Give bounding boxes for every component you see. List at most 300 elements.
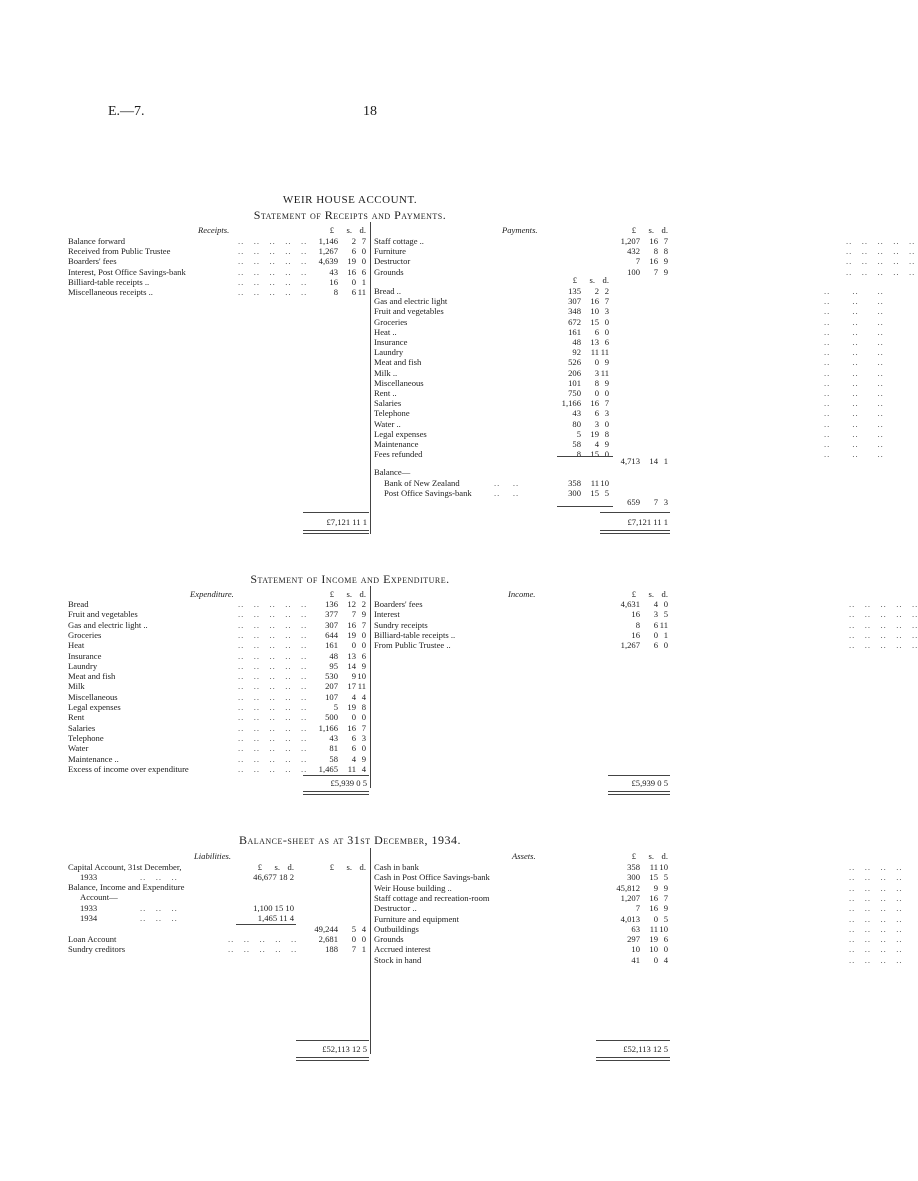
amount-d: 0 xyxy=(361,640,366,651)
amount-s: 0 xyxy=(653,913,658,924)
amount-l: 92 xyxy=(572,347,581,358)
column-divider xyxy=(370,586,371,788)
amount-l: 16 xyxy=(631,629,640,640)
amount-s: 4 xyxy=(653,599,658,609)
rule xyxy=(600,512,670,513)
rule xyxy=(596,1040,670,1041)
amount-l: 1,146 xyxy=(318,236,338,246)
amount-d: 7 xyxy=(361,722,366,733)
amount-s: 13 xyxy=(590,337,599,347)
amount-d: 9 xyxy=(604,439,609,449)
amount-d: 4 xyxy=(663,954,668,965)
amount-d: 9 xyxy=(663,266,668,277)
ledger-label: Fruit and vegetables xyxy=(68,609,138,620)
income-lsd-header: £ s. d. xyxy=(631,589,668,599)
amount-l: 43 xyxy=(329,732,338,743)
amount-s: 16 xyxy=(649,256,658,267)
amount-s: 6 xyxy=(594,326,599,337)
amount-l: 4,013 xyxy=(620,913,640,924)
ledger-label: Telephone xyxy=(374,408,410,419)
amount-d: 7 xyxy=(361,236,366,246)
ledger-label: Legal expenses xyxy=(374,428,427,439)
amount-d: 7 xyxy=(361,619,366,630)
income-expenditure-title: Statement of Income and Expenditure. xyxy=(250,572,450,586)
amount-s: 6 xyxy=(653,619,658,630)
double-rule xyxy=(596,1057,670,1061)
amount-s: 19 xyxy=(590,428,599,439)
amount-s: 19 xyxy=(649,934,658,945)
payments-heading: Payments. xyxy=(502,225,538,235)
leader-dots: .. .. .. .. .. xyxy=(238,691,308,702)
liabilities-total: £52,113 12 5 xyxy=(322,1044,367,1054)
page-number: 18 xyxy=(363,104,377,119)
amount-l: 348 xyxy=(568,306,581,317)
leader-dots: .. .. .. xyxy=(824,418,884,429)
ledger-label: Destructor .. xyxy=(374,903,417,914)
ledger-label: Water xyxy=(68,743,89,754)
amount-d: 0 xyxy=(361,246,366,257)
weir-account-title: WEIR HOUSE ACCOUNT. xyxy=(282,194,418,206)
ledger-label: Sundry creditors xyxy=(68,944,126,955)
amount-d: 0 xyxy=(361,629,366,640)
amount-l: 10 xyxy=(631,944,640,955)
assets-heading: Assets. xyxy=(512,851,536,861)
leader-dots: .. .. .. xyxy=(140,903,178,913)
amount-d: 5 xyxy=(604,488,609,499)
amount-d: 0 xyxy=(663,599,668,609)
amount-l: 48 xyxy=(329,650,338,661)
payments-detail-total: 4,713 14 1 xyxy=(620,456,668,466)
leader-dots: .. .. .. xyxy=(824,306,884,317)
leader-dots: .. .. .. .. .. xyxy=(849,609,918,620)
income-heading: Income. xyxy=(508,589,536,599)
ledger-label: Furniture and equipment xyxy=(374,913,459,924)
ledger-label: Loan Account xyxy=(68,934,117,944)
amount-s: 13 xyxy=(347,650,356,661)
amount-s: 11 xyxy=(347,763,356,774)
amount-l: 45,812 xyxy=(616,882,640,893)
balance-total: 659 7 3 xyxy=(627,497,668,507)
ledger-row xyxy=(374,640,918,651)
rule xyxy=(608,775,670,776)
ledger-row xyxy=(68,287,368,298)
leader-dots: .. .. .. .. .. xyxy=(846,236,916,246)
ledger-label: Outbuildings xyxy=(374,923,419,934)
amount-l: 107 xyxy=(325,691,338,702)
rule xyxy=(303,512,369,513)
leader-dots: .. .. .. xyxy=(824,286,884,296)
ledger-label: Balance forward xyxy=(68,236,126,246)
ledger-label: Groceries xyxy=(68,629,102,640)
ledger-label: Legal expenses xyxy=(68,702,121,712)
amount-s: 16 xyxy=(347,266,356,277)
leader-dots: .. .. .. xyxy=(824,439,884,449)
rule xyxy=(236,924,296,925)
ledger-label: Maintenance xyxy=(374,439,419,449)
ledger-label: Grounds xyxy=(374,266,404,277)
amount-s: 8 xyxy=(653,246,658,257)
amount-l: 1,207 xyxy=(620,236,640,246)
amount-s: 2 xyxy=(351,236,356,246)
amount-d: 0 xyxy=(604,316,609,327)
leader-dots: .. .. .. xyxy=(824,357,884,368)
amount-d: 11 xyxy=(357,681,366,692)
amount-s: 3 xyxy=(594,367,599,378)
ledger-label: Weir House building .. xyxy=(374,882,452,893)
ledger-label: Salaries xyxy=(68,722,96,733)
amount-d: 2 xyxy=(604,286,609,296)
amount-s: 16 xyxy=(347,722,356,733)
amount-s: 14 xyxy=(347,660,356,671)
ledger-label: Bread .. xyxy=(374,286,401,296)
amount-l: 1,465 xyxy=(318,763,338,774)
amount-d: 4 xyxy=(361,763,366,774)
leader-dots: .. .. .. .. .. xyxy=(238,732,308,743)
amount-d: 9 xyxy=(361,609,366,620)
amount-d: 11 xyxy=(600,347,609,358)
amount-s: 17 xyxy=(347,681,356,692)
leader-dots: .. .. .. xyxy=(140,913,178,923)
amount-s: 15 xyxy=(649,872,658,883)
amount-d: 0 xyxy=(604,388,609,398)
amount-s: 7 xyxy=(653,266,658,277)
amount-d: 7 xyxy=(604,398,609,409)
ledger-label: Laundry xyxy=(374,347,404,358)
liab-inner-lsd-header: £ s. d. xyxy=(257,862,294,872)
double-rule xyxy=(303,791,369,795)
balance-heading: Balance— xyxy=(374,467,411,477)
double-rule xyxy=(600,530,670,534)
amount-s: 0 xyxy=(351,640,356,651)
leader-dots: .. .. .. .. .. xyxy=(238,660,308,671)
amount-l: 307 xyxy=(325,619,338,630)
liabilities-heading: Liabilities. xyxy=(194,851,232,861)
amount-d: 9 xyxy=(361,660,366,671)
ledger-label: Staff cottage and recreation-room xyxy=(374,892,490,903)
column-divider xyxy=(370,848,371,1054)
leader-dots: .. .. .. .. .. xyxy=(238,702,308,712)
leader-dots: .. .. .. .. .. xyxy=(238,287,308,297)
leader-dots: .. .. .. .. .. xyxy=(238,266,308,277)
amount-l: 377 xyxy=(325,609,338,620)
receipts-total: £7,121 11 1 xyxy=(326,517,367,527)
leader-dots: .. .. .. .. .. xyxy=(238,743,308,754)
leader-dots: .. .. .. xyxy=(824,367,884,378)
amount-d: 0 xyxy=(361,256,366,267)
amount-l: 750 xyxy=(568,388,581,398)
column-divider xyxy=(370,222,371,534)
amount-d: 2 xyxy=(361,599,366,609)
ledger-label: Milk xyxy=(68,681,85,692)
amount-d: 4 xyxy=(361,691,366,702)
leader-dots: .. .. .. .. .. xyxy=(238,609,308,620)
amount-l: 526 xyxy=(568,357,581,368)
amount-l: 8 xyxy=(635,619,640,630)
leader-dots: .. .. .. .. .. xyxy=(228,944,298,955)
ledger-label: Received from Public Trustee xyxy=(68,246,171,257)
amount-s: 16 xyxy=(649,903,658,914)
rule xyxy=(303,775,369,776)
amount-d: 0 xyxy=(663,944,668,955)
ledger-label: Cash in bank xyxy=(374,862,419,872)
amount-s: 16 xyxy=(590,398,599,409)
amount-l: 5 xyxy=(333,702,338,712)
ledger-label: Laundry xyxy=(68,660,98,671)
amount-l: 135 xyxy=(568,286,581,296)
ledger-label: Boarders' fees xyxy=(68,256,117,267)
assets-lsd-header: £ s. d. xyxy=(631,851,668,861)
leader-dots: .. .. .. .. .. xyxy=(846,266,916,277)
amount-l: 16 xyxy=(329,276,338,287)
income-expenditure-label: Balance, Income and Expenditure xyxy=(68,882,185,892)
amount-s: 16 xyxy=(649,892,658,903)
amount-d: 6 xyxy=(361,266,366,277)
amount-l: 7 xyxy=(635,256,640,267)
leader-dots: .. .. .. .. xyxy=(849,872,903,883)
leader-dots: .. .. .. .. .. xyxy=(238,629,308,640)
leader-dots: .. .. .. .. .. xyxy=(846,246,916,257)
amount-l: 2,681 xyxy=(318,934,338,944)
amount-l: 41 xyxy=(631,954,640,965)
leader-dots: .. .. .. xyxy=(824,337,884,347)
amount-l: 4,639 xyxy=(318,256,338,267)
leader-dots: .. .. .. .. .. xyxy=(849,619,918,630)
double-rule xyxy=(608,791,670,795)
amount-d: 0 xyxy=(604,418,609,429)
amount-d: 6 xyxy=(663,934,668,945)
ledger-label: Stock in hand xyxy=(374,954,422,965)
ledger-label: Insurance xyxy=(374,337,408,347)
amount-s: 3 xyxy=(594,418,599,429)
ledger-label: Bank of New Zealand xyxy=(384,478,460,488)
amount-s: 11 xyxy=(649,923,658,934)
amount-s: 6 xyxy=(351,246,356,257)
amount-s: 0 xyxy=(653,954,658,965)
leader-dots: .. .. .. .. .. xyxy=(238,640,308,651)
expenditure-total: £5,939 0 5 xyxy=(330,778,367,788)
amount-l: 188 xyxy=(325,944,338,955)
amount-l: 136 xyxy=(325,599,338,609)
leader-dots: .. .. .. xyxy=(824,408,884,419)
ledger-label: Rent .. xyxy=(374,388,397,398)
amount-d: 10 xyxy=(659,923,668,934)
leader-dots: .. .. .. .. .. xyxy=(238,681,308,692)
amount-s: 11 xyxy=(590,478,599,488)
amount-s: 10 xyxy=(590,306,599,317)
leader-dots: .. .. .. .. .. xyxy=(849,599,918,609)
ledger-label: Miscellaneous receipts .. xyxy=(68,287,153,297)
leader-dots: .. .. .. .. xyxy=(849,934,903,945)
amount-l: 672 xyxy=(568,316,581,327)
amount-l: 358 xyxy=(627,862,640,872)
leader-dots: .. .. .. xyxy=(824,347,884,358)
ledger-label: Fruit and vegetables xyxy=(374,306,444,317)
leader-dots: .. .. .. .. .. xyxy=(238,650,308,661)
leader-dots: .. .. .. .. xyxy=(849,903,903,914)
amount-s: 4 xyxy=(594,439,599,449)
amount-l: 7 xyxy=(635,903,640,914)
leader-dots: .. .. .. .. .. xyxy=(846,256,916,267)
amount-l: 5 xyxy=(576,428,581,439)
ledger-label: Interest, Post Office Savings-bank xyxy=(68,266,186,277)
amount-s: 0 xyxy=(351,712,356,723)
leader-dots: .. .. .. .. .. xyxy=(238,619,308,630)
ledger-label: Grounds xyxy=(374,934,404,945)
ledger-label: Boarders' fees xyxy=(374,599,423,609)
amount-d: 0 xyxy=(361,712,366,723)
ledger-label: Meat and fish xyxy=(374,357,422,368)
leader-dots: .. .. .. xyxy=(824,388,884,398)
ledger-label: From Public Trustee .. xyxy=(374,640,451,651)
amount-d: 0 xyxy=(361,934,366,944)
amount-d: 3 xyxy=(361,732,366,743)
amount-d: 9 xyxy=(663,903,668,914)
ledger-label: Miscellaneous xyxy=(68,691,118,702)
ledger-label: Milk .. xyxy=(374,367,398,378)
amount-l: 16 xyxy=(631,609,640,620)
amount-l: 1,207 xyxy=(620,892,640,903)
leader-dots: .. .. .. .. .. xyxy=(238,246,308,257)
amount-d: 0 xyxy=(361,743,366,754)
amount-l: 80 xyxy=(572,418,581,429)
amount-s: 19 xyxy=(347,256,356,267)
amount-s: 15 xyxy=(590,488,599,499)
page-reference: E.—7. xyxy=(108,104,145,119)
amount-s: 6 xyxy=(594,408,599,419)
amount-d: 3 xyxy=(604,408,609,419)
amount-s: 10 xyxy=(649,944,658,955)
ledger-row xyxy=(374,266,916,278)
leader-dots: .. .. .. .. xyxy=(849,923,903,934)
ledger-row xyxy=(374,954,903,966)
ledger-label: Accrued interest xyxy=(374,944,431,955)
amount-d: 8 xyxy=(361,702,366,712)
account-label: Account— xyxy=(80,892,118,902)
leader-dots: .. .. .. .. .. xyxy=(849,629,918,640)
amount-d: 9 xyxy=(604,357,609,368)
amount-s: 16 xyxy=(590,296,599,307)
leader-dots: .. .. .. .. .. xyxy=(238,712,308,723)
amount-l: 63 xyxy=(631,923,640,934)
leader-dots: .. .. .. xyxy=(824,296,884,307)
amount-l: 300 xyxy=(627,872,640,883)
amount-l: 8 xyxy=(576,449,581,460)
amount-d: 5 xyxy=(663,872,668,883)
amount-s: 15 xyxy=(590,316,599,327)
amount-s: 2 xyxy=(594,286,599,296)
liab-lsd-header: £ s. d. xyxy=(329,862,366,872)
amount-s: 6 xyxy=(351,743,356,754)
ledger-label: Furniture xyxy=(374,246,406,257)
double-rule xyxy=(296,1057,369,1061)
amount-d: 11 xyxy=(659,619,668,630)
amount-d: 3 xyxy=(604,306,609,317)
amount-s: 9 xyxy=(653,882,658,893)
amount-l: 4,631 xyxy=(620,599,640,609)
amount-s: 16 xyxy=(347,619,356,630)
ledger-label: Meat and fish xyxy=(68,671,116,682)
amount-l: 43 xyxy=(329,266,338,277)
amount-s: 6 xyxy=(351,287,356,297)
amount-l: 1,267 xyxy=(318,246,338,257)
amount-d: 7 xyxy=(663,892,668,903)
ledger-label: Gas and electric light .. xyxy=(68,619,148,630)
ledger-label: Fees refunded xyxy=(374,449,423,460)
year-1934-amount: 1,465 11 4 xyxy=(257,913,294,923)
amount-d: 5 xyxy=(663,609,668,620)
amount-d: 0 xyxy=(663,640,668,651)
amount-l: 58 xyxy=(572,439,581,449)
amount-d: 7 xyxy=(604,296,609,307)
amount-s: 11 xyxy=(590,347,599,358)
amount-d: 11 xyxy=(357,287,366,297)
amount-s: 9 xyxy=(351,671,356,682)
ledger-label: Heat .. xyxy=(374,326,397,337)
receipts-payments-title: Statement of Receipts and Payments. xyxy=(253,208,447,222)
receipts-heading: Receipts. xyxy=(198,225,230,235)
leader-dots: .. .. .. .. .. xyxy=(849,640,918,651)
amount-s: 16 xyxy=(649,236,658,246)
receipts-lsd-header: £ s. d. xyxy=(329,225,366,235)
amount-l: 500 xyxy=(325,712,338,723)
amount-d: 5 xyxy=(663,913,668,924)
ledger-label: Destructor xyxy=(374,256,411,267)
amount-d: 10 xyxy=(357,671,366,682)
leader-dots: .. .. .. .. xyxy=(849,882,903,893)
ledger-label: Miscellaneous xyxy=(374,377,424,388)
amount-s: 0 xyxy=(351,276,356,287)
ledger-label: Water .. xyxy=(374,418,401,429)
leader-dots: .. .. .. .. xyxy=(849,944,903,955)
capital-account-label: Capital Account, 31st December, xyxy=(68,862,182,872)
amount-s: 0 xyxy=(351,934,356,944)
leader-dots: .. .. xyxy=(494,478,520,488)
amount-d: 6 xyxy=(604,337,609,347)
assets-total: £52,113 12 5 xyxy=(623,1044,668,1054)
payments-total: £7,121 11 1 xyxy=(627,517,668,527)
amount-l: 358 xyxy=(568,478,581,488)
ledger-label: Telephone xyxy=(68,732,104,743)
amount-l: 432 xyxy=(627,246,640,257)
amount-l: 101 xyxy=(568,377,581,388)
amount-d: 10 xyxy=(600,478,609,488)
leader-dots: .. .. .. .. .. xyxy=(238,236,308,246)
capital-amount: 46,677 18 2 xyxy=(253,872,294,882)
amount-d: 9 xyxy=(361,753,366,764)
double-rule xyxy=(303,530,369,534)
leader-dots: .. .. .. .. .. xyxy=(238,671,308,682)
amount-l: 43 xyxy=(572,408,581,419)
amount-d: 6 xyxy=(361,650,366,661)
amount-l: 48 xyxy=(572,337,581,347)
amount-d: 8 xyxy=(604,428,609,439)
amount-s: 8 xyxy=(594,377,599,388)
amount-l: 530 xyxy=(325,671,338,682)
leader-dots: .. .. .. xyxy=(824,428,884,439)
amount-s: 4 xyxy=(351,753,356,764)
amount-d: 0 xyxy=(604,449,609,460)
leader-dots: .. .. .. xyxy=(140,872,178,882)
capital-year: 1933 xyxy=(80,872,98,882)
leader-dots: .. .. .. .. xyxy=(849,892,903,903)
amount-d: 1 xyxy=(361,276,366,287)
amount-l: 81 xyxy=(329,743,338,754)
ledger-row xyxy=(68,944,368,955)
liabilities-subtotal: 49,244 5 4 xyxy=(314,924,366,934)
amount-l: 100 xyxy=(627,266,640,277)
ledger-label: Bread xyxy=(68,599,89,609)
ledger-label: Maintenance .. xyxy=(68,753,119,764)
